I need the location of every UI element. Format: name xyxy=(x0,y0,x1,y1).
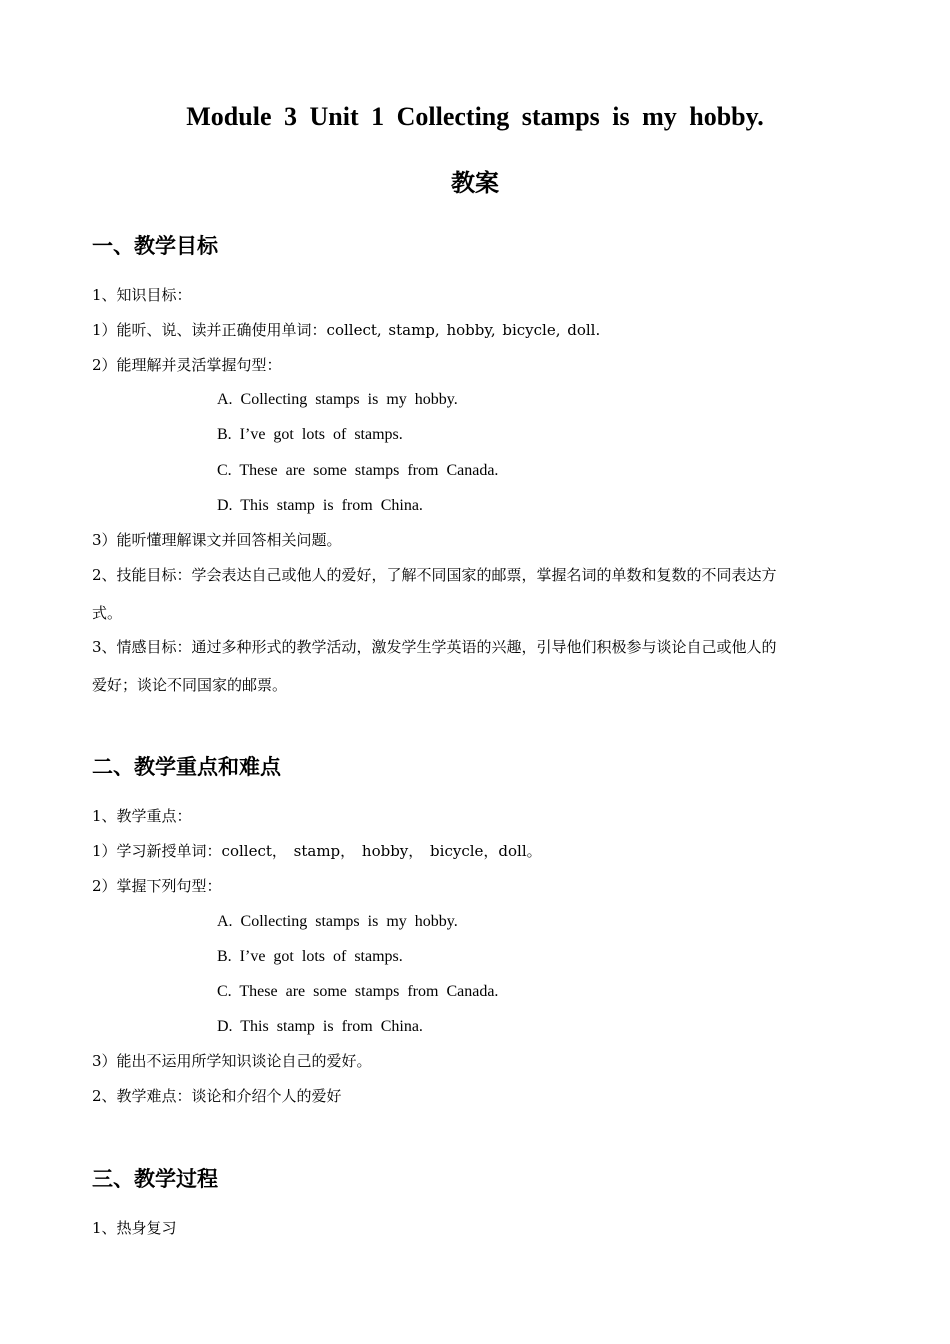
sentence-pattern-b: B. I’ve got lots of stamps. xyxy=(217,948,403,965)
sentence-pattern-a: A. Collecting stamps is my hobby. xyxy=(217,913,458,930)
key-points-label: 1、教学重点： xyxy=(92,807,192,825)
objective-item-3: 3）能听懂理解课文并回答相关问题。 xyxy=(92,531,342,549)
sentence-pattern-c: C. These are some stamps from Canada. xyxy=(217,462,499,479)
sentence-pattern-d: D. This stamp is from China. xyxy=(217,497,423,514)
knowledge-goal-label: 1、知识目标： xyxy=(92,286,192,304)
difficulty-point: 2、教学难点：谈论和介绍个人的爱好 xyxy=(92,1087,342,1105)
emotion-goal-line-1: 3、情感目标：通过多种形式的教学活动，激发学生学英语的兴趣，引导他们积极参与谈论自己或他人的 xyxy=(92,638,777,656)
sentence-pattern-d: D. This stamp is from China. xyxy=(217,1018,423,1035)
key-point-item-1: 1）学习新授单词：collect， stamp， hobby， bicycle，doll。 xyxy=(92,842,542,860)
skill-goal-line-2: 式。 xyxy=(92,604,123,622)
emotion-goal-line-2: 爱好；谈论不同国家的邮票。 xyxy=(92,676,288,694)
page-subtitle: 教案 xyxy=(451,169,499,197)
section-heading-key-points: 二、教学重点和难点 xyxy=(92,755,281,779)
sentence-pattern-a: A. Collecting stamps is my hobby. xyxy=(217,391,458,408)
sentence-pattern-c: C. These are some stamps from Canada. xyxy=(217,983,499,1000)
key-point-item-3: 3）能出不运用所学知识谈论自己的爱好。 xyxy=(92,1052,372,1070)
objective-item-1: 1）能听、说、读并正确使用单词：collect, stamp, hobby, bicycle, doll. xyxy=(92,321,601,339)
skill-goal-line-1: 2、技能目标：学会表达自己或他人的爱好，了解不同国家的邮票，掌握名词的单数和复数的不同表达方 xyxy=(92,566,777,584)
process-step-1: 1、热身复习 xyxy=(92,1219,177,1237)
section-heading-process: 三、教学过程 xyxy=(92,1167,218,1191)
section-heading-objectives: 一、教学目标 xyxy=(92,234,218,258)
sentence-pattern-b: B. I’ve got lots of stamps. xyxy=(217,426,403,443)
page-title: Module 3 Unit 1 Collecting stamps is my hobby. xyxy=(186,102,764,131)
objective-item-2: 2）能理解并灵活掌握句型： xyxy=(92,356,282,374)
key-point-item-2: 2）掌握下列句型： xyxy=(92,877,222,895)
